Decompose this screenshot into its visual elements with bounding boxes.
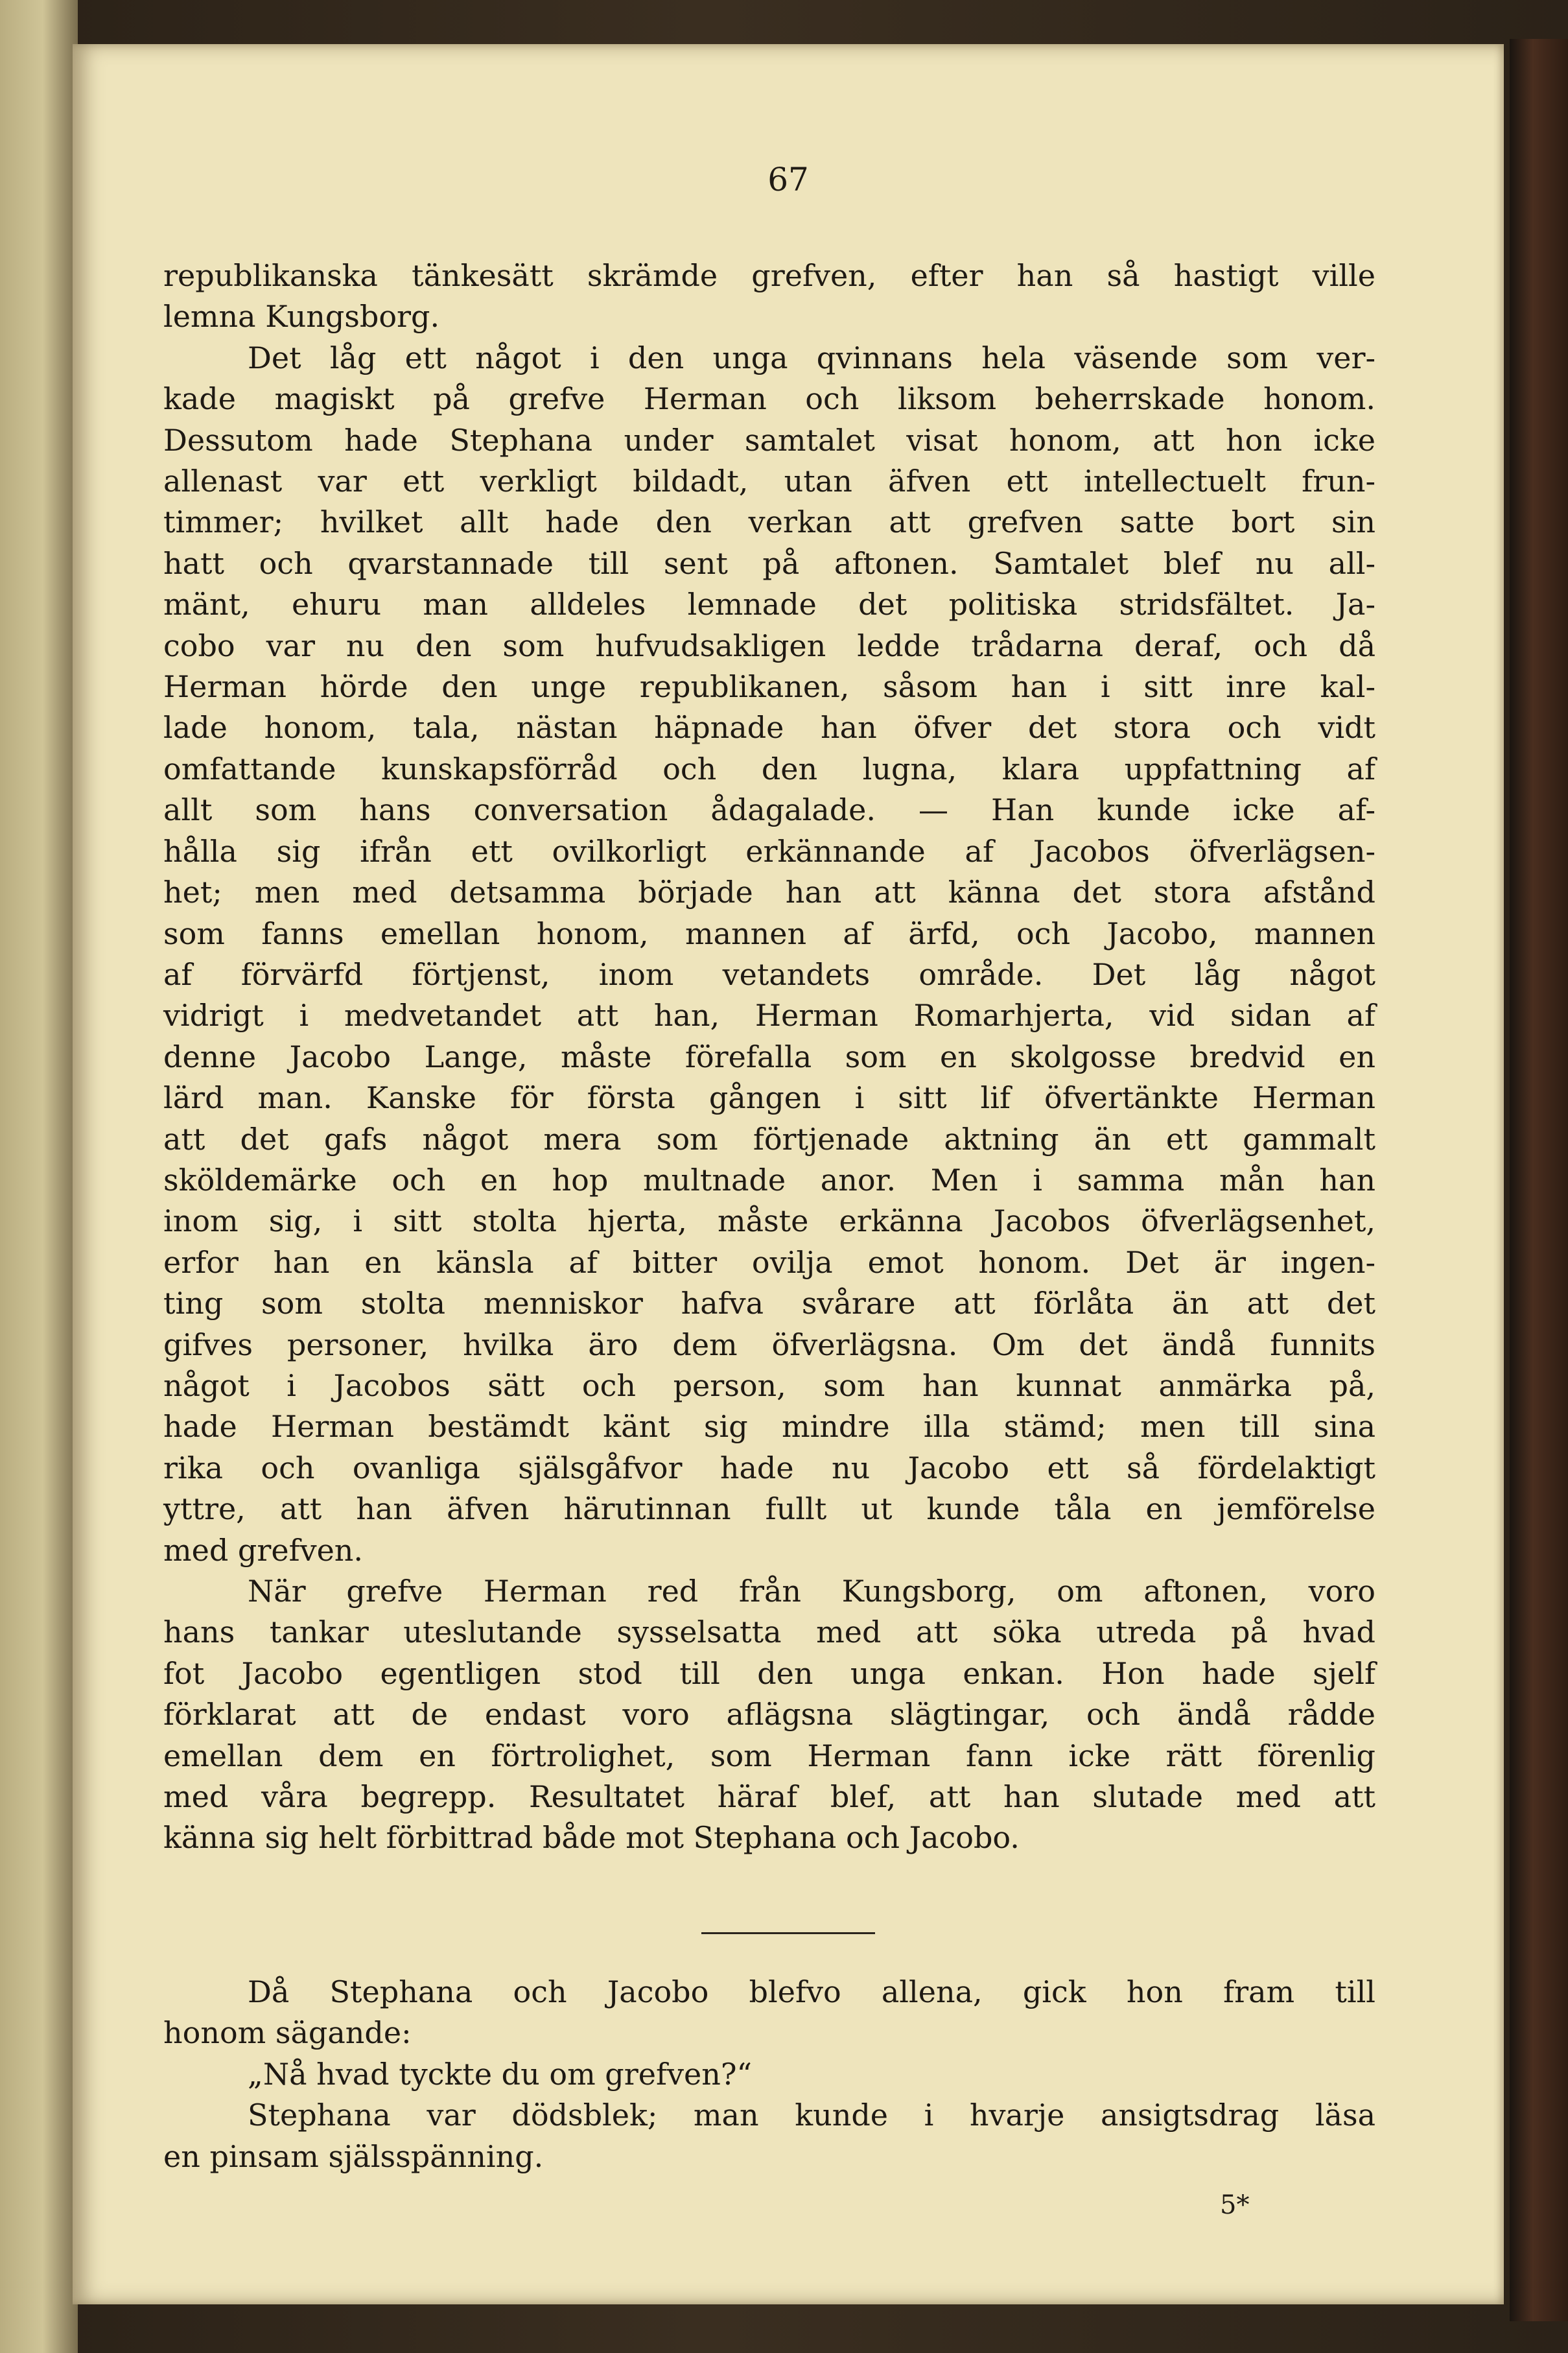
section-separator [701,1932,875,1934]
text-line: lemna Kungsborg. [163,299,440,335]
text-line: Då Stephana och Jacobo blefvo allena, gick hon fram till [248,1974,1375,2009]
previous-page-edge [0,0,78,2353]
text-line: denne Jacobo Lange, måste förefalla som en skolgosse bredvid en [163,1039,1375,1074]
text-line: emellan dem en förtrolighet, som Herman fann icke rätt förenlig [163,1738,1375,1773]
text-line: rika och ovanliga själsgåfvor hade nu Jacobo ett så fördelaktigt [163,1450,1375,1485]
text-line: att det gafs något mera som förtjenade aktning än ett gammalt [163,1121,1375,1157]
text-line: honom sägande: [163,2015,412,2051]
text-line: allt som hans conversation ådagalade. — Han kunde icke af- [163,792,1375,828]
text-line: omfattande kunskapsförråd och den lugna, klara uppfattning af [163,751,1375,786]
text-line: hatt och qvarstannade till sent på aftonen. Samtalet blef nu all- [163,545,1375,581]
text-line: af förvärfd förtjenst, inom vetandets område. Det låg något [163,956,1375,992]
text-line: med grefven. [163,1532,364,1568]
text-line: lärd man. Kanske för första gången i sitt lif öfvertänkte Herman [163,1080,1375,1116]
text-line: hans tankar uteslutande sysselsatta med att söka utreda på hvad [163,1614,1375,1650]
text-line: ting som stolta menniskor hafva svårare att förlåta än att det [163,1286,1375,1321]
text-line: gifves personer, hvilka äro dem öfverlägsna. Om det ändå funnits [163,1327,1375,1362]
text-line: hålla sig ifrån ett ovilkorligt erkännande af Jacobos öfverlägsen- [163,833,1375,869]
text-line: republikanska tänkesätt skrämde grefven, efter han så hastigt ville [163,258,1375,293]
text-line: yttre, att han äfven härutinnan fullt ut kunde tåla en jemförelse [163,1491,1375,1527]
text-line: en pinsam själsspänning. [163,2138,544,2174]
book-cover-edge [1510,39,1568,2321]
page-number: 67 [767,161,809,198]
dialogue-section [163,1972,1375,2177]
page-body-text [163,255,1375,1859]
text-line: erfor han en känsla af bitter ovilja emot honom. Det är ingen- [163,1244,1375,1280]
text-line: het; men med detsamma började han att känna det stora afstånd [163,875,1375,910]
text-line: timmer; hvilket allt hade den verkan att grefven satte bort sin [163,504,1375,540]
text-line: hade Herman bestämdt känt sig mindre illa stämd; men till sina [163,1409,1375,1445]
signature-mark: 5* [1220,2190,1250,2220]
text-line: sköldemärke och en hop multnade anor. Men i samma mån han [163,1162,1375,1198]
text-line: kade magiskt på grefve Herman och liksom beherrskade honom. [163,381,1375,417]
text-line: cobo var nu den som hufvudsakligen ledde trådarna deraf, och då [163,628,1375,663]
text-line: något i Jacobos sätt och person, som han kunnat anmärka på, [163,1367,1375,1403]
text-line: mänt, ehuru man alldeles lemnade det politiska stridsfältet. Ja- [163,587,1375,622]
text-line: vidrigt i medvetandet att han, Herman Romarhjerta, vid sidan af [163,998,1375,1034]
text-line: som fanns emellan honom, mannen af ärfd, och Jacobo, mannen [163,916,1375,951]
text-line: När grefve Herman red från Kungsborg, om aftonen, voro [248,1574,1375,1609]
text-line: fot Jacobo egentligen stod till den unga enkan. Hon hade sjelf [163,1655,1375,1691]
text-line: lade honom, tala, nästan häpnade han öfver det stora och vidt [163,710,1375,746]
text-line: känna sig helt förbittrad både mot Stephana och Jacobo. [163,1820,1020,1856]
quote-line: „Nå hvad tyckte du om grefven?“ [248,2056,753,2092]
text-line: Stephana var dödsblek; man kunde i hvarje ansigtsdrag läsa [248,2098,1375,2133]
text-line: allenast var ett verkligt bildadt, utan äfven ett intellectuelt frun- [163,464,1375,499]
text-line: Det låg ett något i den unga qvinnans hela väsende som ver- [248,340,1375,375]
text-line: inom sig, i sitt stolta hjerta, måste erkänna Jacobos öfverlägsenhet, [163,1203,1375,1239]
text-line: med våra begrepp. Resultatet häraf blef, att han slutade med att [163,1779,1375,1815]
text-line: förklarat att de endast voro aflägsna slägtingar, och ändå rådde [163,1697,1375,1732]
text-line: Dessutom hade Stephana under samtalet visat honom, att hon icke [163,422,1375,458]
text-line: Herman hörde den unge republikanen, såsom han i sitt inre kal- [163,669,1375,705]
book-page [73,44,1504,2304]
